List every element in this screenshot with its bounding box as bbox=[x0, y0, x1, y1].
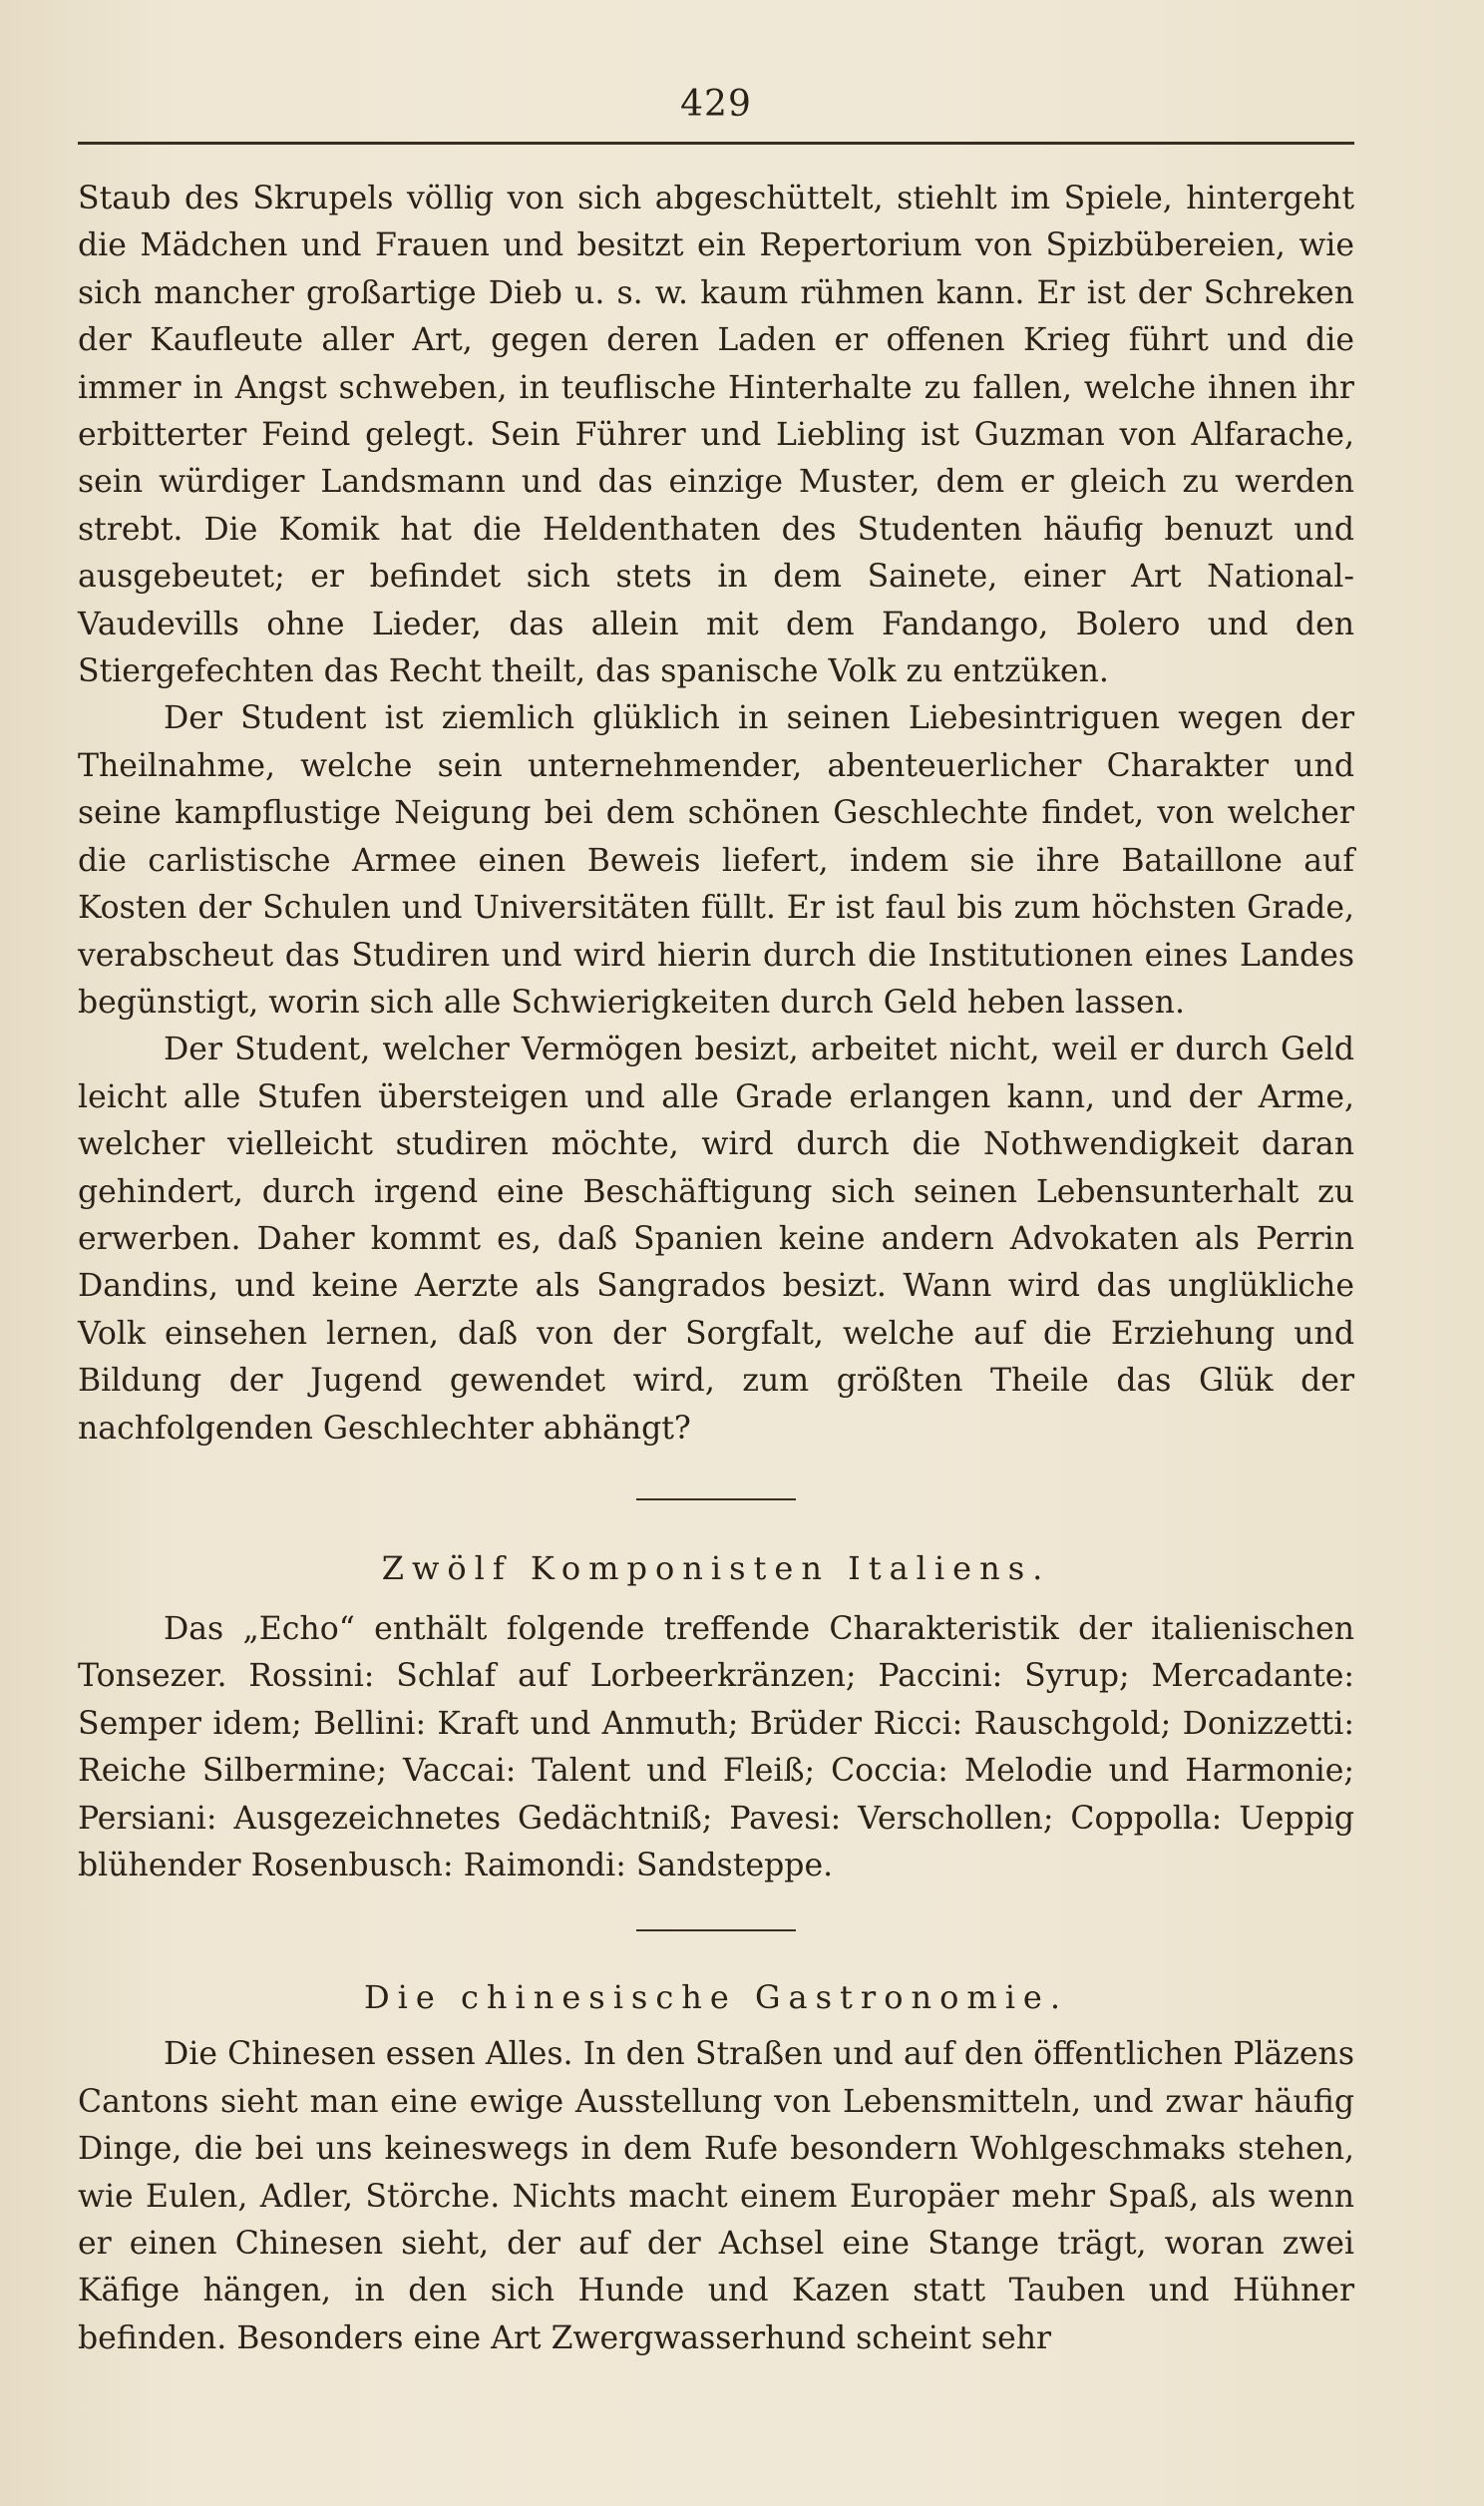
paragraph: Der Student, welcher Vermögen besizt, arbeitet nicht, weil er durch Geld leicht alle Stufen übersteigen und alle Grade erlangen kann, und der Arme, welcher vielleicht studiren möchte, wird durch die Nothwendigkeit daran gehindert, durch irgend eine Beschäftigung sich seinen Lebensunterhalt zu erwerben. Daher kommt es, daß Spanien keine andern Advokaten als Perrin Dandins, und keine Aerzte als Sangrados besizt. Wann wird das unglükliche Volk einsehen lernen, daß von der Sorgfalt, welche auf die Erziehung und Bildung der Jugend gewendet wird, zum größten Theile das Glük der nachfolgenden Geschlechter abhängt? bbox=[78, 1032, 1354, 1447]
section-separator bbox=[636, 1498, 796, 1500]
section-heading: Die chinesische Gastronomie. bbox=[363, 1978, 1069, 2017]
article-student-continuation bbox=[78, 176, 1354, 1453]
paragraph: Der Student ist ziemlich glüklich in seinen Liebesintriguen wegen der Theilnahme, welche sein unternehmender, abenteuerlicher Charakter und seine kampflustige Neigung bei dem schönen Geschlechte findet, von welcher die carlistische Armee einen Beweis liefert, indem sie ihre Bataillone auf Kosten der Schulen und Universitäten füllt. Er ist faul bis zum höchsten Grade, verabscheut das Studiren und wird hierin durch die Institutionen eines Landes begünstigt, worin sich alle Schwierigkeiten durch Geld heben lassen. bbox=[78, 700, 1354, 1021]
page-number: 429 bbox=[680, 84, 752, 125]
header-rule bbox=[78, 142, 1354, 145]
article-chinese-gastronomy bbox=[78, 1973, 1354, 2362]
section-separator bbox=[636, 1929, 796, 1931]
paragraph: Das „Echo“ enthält folgende treffende Charakteristik der italienischen Tonsezer. Rossini: Schlaf auf Lorbeerkränzen; Paccini: Syrup; Mercadante: Semper idem; Bellini: Kraft und Anmuth; Brüder Ricci: Rauschgold; Donizzetti: Reiche Silbermine; Vaccai: Talent und Fleiß; Coccia: Melodie und Harmonie; Persiani: Ausgezeichnetes Gedächtniß; Pavesi: Verschollen; Coppolla: Ueppig blühender Rosenbusch: Raimondi: Sandsteppe. bbox=[78, 1610, 1354, 1883]
article-composers bbox=[78, 1544, 1354, 1889]
page-content bbox=[78, 176, 1354, 2362]
paragraph: Staub des Skrupels völlig von sich abgeschüttelt, stiehlt im Spiele, hintergeht die Mädchen und Frauen und besitzt ein Repertorium von Spizbübereien, wie sich mancher großartige Dieb u. s. w. kaum rühmen kann. Er ist der Schreken der Kaufleute aller Art, gegen deren Laden er offenen Krieg führt und die immer in Angst schweben, in teuflische Hinterhalte zu fallen, welche ihnen ihr erbitterter Feind gelegt. Sein Führer und Liebling ist Guzman von Alfarache, sein würdiger Landsmann und das einzige Muster, dem er gleich zu werden strebt. Die Komik hat die Heldenthaten des Studenten häufig benuzt und ausgebeutet; er befindet sich stets in dem Sainete, einer Art National-Vaudevills ohne Lieder, das allein mit dem Fandango, Bolero und den Stiergefechten das Recht theilt, das spanische Volk zu entzüken. bbox=[78, 181, 1354, 690]
paragraph: Die Chinesen essen Alles. In den Straßen und auf den öffentlichen Pläzens Cantons sieht man eine ewige Ausstellung von Lebensmitteln, und zwar häufig Dinge, die bei uns keineswegs in dem Rufe besondern Wohlgeschmaks stehen, wie Eulen, Adler, Störche. Nichts macht einem Europäer mehr Spaß, als wenn er einen Chinesen sieht, der auf der Achsel eine Stange trägt, woran zwei Käfige hängen, in den sich Hunde und Kazen statt Tauben und Hühner befinden. Besonders eine Art Zwergwasserhund scheint sehr bbox=[78, 2036, 1354, 2356]
section-heading: Zwölf Komponisten Italiens. bbox=[381, 1548, 1051, 1587]
